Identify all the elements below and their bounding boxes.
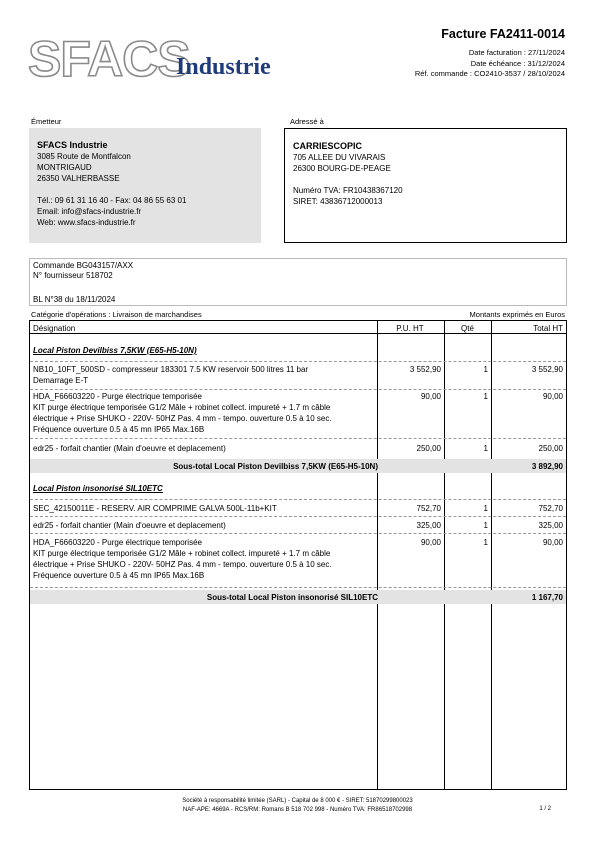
section-title-row — [30, 473, 566, 500]
row-unit-price: 90,00 — [420, 392, 441, 401]
table-row — [30, 390, 566, 439]
subtotal-row — [30, 459, 566, 473]
row-unit-price: 325,00 — [416, 521, 441, 530]
issuer-address-line: 26350 VALHERBASSE — [37, 174, 120, 183]
issuer-email: Email: info@sfacs-industrie.fr — [37, 207, 142, 216]
header-quantity: Qté — [461, 324, 474, 333]
subtotal-value: 1 167,70 — [531, 593, 563, 602]
section-title-row — [30, 335, 566, 362]
header-total: Total HT — [533, 324, 563, 333]
recipient-address-line: 26300 BOURG-DE-PEAGE — [293, 164, 391, 173]
subtotal-value: 3 892,90 — [531, 462, 563, 471]
row-total: 752,70 — [538, 504, 563, 513]
order-reference: Commande BG043157/AXX — [33, 261, 134, 270]
page-number: 1 / 2 — [539, 806, 551, 812]
recipient-name: CARRIESCOPIC — [293, 141, 363, 151]
section-title: Local Piston insonorisé SIL10ETC — [33, 484, 163, 493]
recipient-box — [284, 128, 567, 243]
subtotal-row — [30, 590, 566, 604]
table-row — [30, 534, 566, 588]
recipient-siret: SIRET: 43836712000013 — [293, 197, 383, 206]
logo-tagline: Industrie — [176, 54, 271, 80]
row-unit-price: 752,70 — [416, 504, 441, 513]
invoice-order-ref: Réf. commande : CO2410-3537 / 28/10/2024 — [414, 69, 565, 78]
row-designation: edr25 - forfait chantier (Main d'oeuvre et deplacement) — [33, 521, 226, 530]
currency-note: Montants exprimés en Euros — [469, 310, 565, 319]
row-designation: HDA_F66603220 - Purge électrique temporisée KIT purge électrique temporisée G1/2 Mâle + robinet collect. impureté + 1.7 m câble électrique + Prise SHUKO - 220V- 50HZ Pas. 4 mm - tempo. ouverture 0.5 à 10 sec. Fréquence ouverture 0.5 à 45 mn IP65 Max.16B — [33, 392, 332, 434]
table-row — [30, 517, 566, 534]
footer-line: NAF-APE: 4669A - RCS/RM: Romans B 518 702 998 - Numéro TVA: FR86518702998 — [182, 807, 413, 813]
recipient-address-line: 705 ALLEE DU VIVARAIS — [293, 153, 386, 162]
row-quantity: 1 — [483, 444, 488, 453]
references-box — [29, 258, 567, 306]
subtotal-label: Sous-total Local Piston insonorisé SIL10ETC — [206, 593, 378, 602]
header-designation: Désignation — [33, 324, 76, 333]
invoice-title: Facture FA2411-0014 — [441, 27, 565, 41]
delivery-note: BL N°38 du 18/11/2024 — [33, 295, 116, 304]
company-logo — [28, 31, 288, 87]
row-designation: SEC_42150011E - RESERV. AIR COMPRIME GALVA 500L-11b+KIT — [33, 504, 277, 513]
invoice-meta — [415, 48, 565, 80]
header-unit-price: P.U. HT — [396, 324, 424, 333]
row-designation: edr25 - forfait chantier (Main d'oeuvre et deplacement) — [33, 444, 226, 453]
subtotal-label: Sous-total Local Piston Devilbiss 7,5KW (E65-H5-10N) — [173, 462, 378, 471]
table-row — [30, 500, 566, 517]
invoice-date: Date facturation : 27/11/2024 — [468, 48, 565, 57]
logo-brand: SFACS — [28, 31, 190, 87]
invoice-due-date: Date échéance : 31/12/2024 — [470, 58, 565, 68]
operation-category: Catégorie d'opérations : Livraison de marchandises — [31, 310, 202, 319]
table-row — [30, 362, 566, 390]
row-unit-price: 3 552,90 — [409, 365, 441, 374]
row-quantity: 1 — [483, 504, 488, 513]
issuer-web: Web: www.sfacs-industrie.fr — [37, 218, 136, 227]
issuer-name: SFACS Industrie — [37, 140, 108, 150]
row-quantity: 1 — [483, 392, 488, 401]
recipient-tva: Numéro TVA: FR10438367120 — [293, 186, 403, 195]
row-designation: NB10_10FT_500SD - compresseur 183301 7.5 KW reservoir 500 litres 11 bar Demarrage E-T — [33, 365, 309, 385]
supplier-number: N° fournisseur 518702 — [33, 271, 113, 280]
issuer-address-line: MONTRIGAUD — [37, 163, 92, 172]
row-designation: HDA_F66603220 - Purge électrique temporisée KIT purge électrique temporisée G1/2 Mâle + robinet collect. impureté + 1.7 m câble électrique + Prise SHUKO - 220V- 50HZ Pas. 4 mm - tempo. ouverture 0.5 à 10 sec. Fréquence ouverture 0.5 à 45 mn IP65 Max.16B — [33, 538, 332, 580]
issuer-label: Émetteur — [31, 117, 62, 126]
row-quantity: 1 — [483, 521, 488, 530]
issuer-address-line: 3085 Route de Montfalcon — [37, 152, 131, 161]
row-quantity: 1 — [483, 538, 488, 547]
row-total: 3 552,90 — [531, 365, 563, 374]
row-total: 325,00 — [538, 521, 563, 530]
row-unit-price: 90,00 — [420, 538, 441, 547]
section-title: Local Piston Devilbiss 7,5KW (E65-H5-10N) — [33, 346, 197, 355]
row-total: 250,00 — [538, 444, 563, 453]
row-quantity: 1 — [483, 365, 488, 374]
issuer-phone: Tél.: 09 61 31 16 40 - Fax: 04 86 55 63 01 — [37, 196, 187, 205]
recipient-label: Adressé à — [290, 117, 324, 126]
footer-line: Société à responsabilité limitée (SARL) - Capital de 8 000 € - SIRET: 51870299800023 — [182, 798, 413, 804]
table-row — [30, 439, 566, 459]
table-header — [30, 321, 566, 334]
row-unit-price: 250,00 — [416, 444, 441, 453]
invoice-lines-table — [29, 320, 567, 790]
row-total: 90,00 — [542, 538, 563, 547]
issuer-box — [29, 128, 261, 243]
row-total: 90,00 — [542, 392, 563, 401]
legal-footer — [0, 797, 595, 815]
